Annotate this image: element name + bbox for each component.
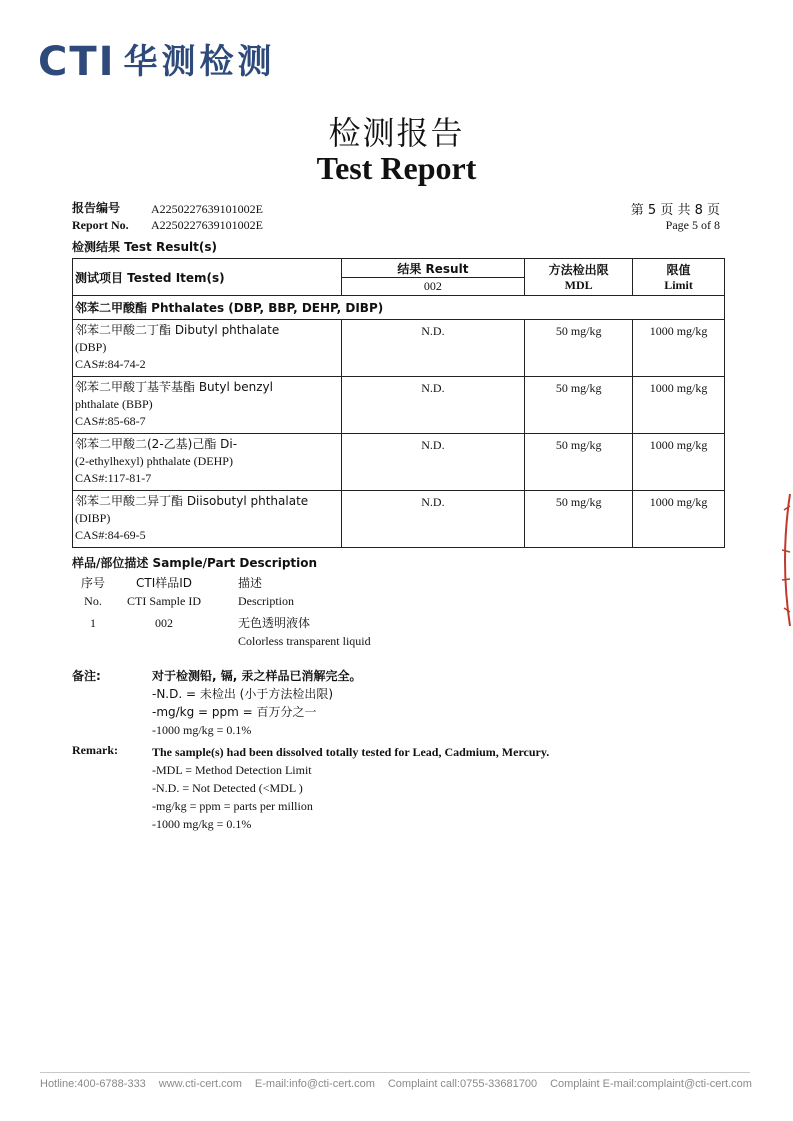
mdl-cell: 50 mg/kg: [525, 491, 633, 548]
report-no-label-cn: 报告编号: [72, 201, 121, 215]
footer: [40, 1078, 752, 1090]
table-row: [73, 320, 725, 377]
page-number-en: Page 5 of 8: [665, 218, 720, 232]
footer-hotline: Hotline:400-6788-333: [40, 1078, 146, 1090]
table-row: [73, 434, 725, 491]
mdl-cell: 50 mg/kg: [525, 434, 633, 491]
company-logo: [38, 39, 276, 85]
footer-complaint-call: Complaint call:0755-33681700: [387, 1078, 538, 1090]
item-cell: 邻苯二甲酸二异丁酯 Diisobutyl phthalate (DIBP) CAS#:84-69-5: [73, 491, 342, 548]
page-number-cn: 第 5 页 共 8 页: [630, 203, 720, 218]
mdl-cell: 50 mg/kg: [525, 377, 633, 434]
result-cell: N.D.: [341, 491, 525, 548]
logo-brand-cn: 华测检测: [123, 42, 276, 82]
page-title-en: Test Report: [316, 150, 477, 186]
result-cell: N.D.: [341, 320, 525, 377]
section-label-results: 检测结果 Test Result(s): [72, 240, 217, 254]
footer-website[interactable]: www.cti-cert.com: [158, 1078, 242, 1090]
notes-cn: 对于检测铅, 镉, 汞之样品已消解完全。 -N.D. = 未检出 (小于方法检出限) -mg/kg = ppm = 百万分之一 -1000 mg/kg = 0.1%: [152, 669, 362, 737]
table-row: [73, 491, 725, 548]
remark-label-en: Remark:: [72, 743, 118, 757]
report-no-label-en: Report No.: [72, 218, 129, 232]
table-header-row: [73, 259, 725, 278]
sample-col-id: CTI样品ID CTI Sample ID 002: [127, 576, 201, 630]
header-limit: 限值 Limit: [633, 259, 725, 296]
sample-col-no: 序号 No. 1: [80, 576, 105, 630]
limit-cell: 1000 mg/kg: [633, 320, 725, 377]
header-tested-item: 测试项目 Tested Item(s): [73, 259, 342, 296]
footer-complaint-email[interactable]: Complaint E-mail:complaint@cti-cert.com: [550, 1078, 752, 1090]
notes-en: The sample(s) had been dissolved totally tested for Lead, Cadmium, Mercury. -MDL = Method Detection Limit -N.D. = Not Detected (<MDL ) -mg/kg = ppm = parts per million -1000 mg/kg = 0.1%: [152, 745, 550, 831]
item-cell: 邻苯二甲酸二(2-乙基)己酯 Di- (2-ethylhexyl) phthalate (DEHP) CAS#:117-81-7: [73, 434, 342, 491]
report-no-value-2: A2250227639101002E: [151, 218, 263, 232]
header-result: 结果 Result: [341, 259, 525, 278]
result-cell: N.D.: [341, 434, 525, 491]
limit-cell: 1000 mg/kg: [633, 434, 725, 491]
footer-email[interactable]: E-mail:info@cti-cert.com: [254, 1078, 375, 1090]
report-no-value-1: A2250227639101002E: [151, 202, 263, 216]
results-table: [72, 258, 725, 548]
sample-description-title: 样品/部位描述 Sample/Part Description: [72, 556, 318, 570]
notes-label-cn: 备注:: [72, 669, 101, 683]
limit-cell: 1000 mg/kg: [633, 377, 725, 434]
item-cell: 邻苯二甲酸二丁酯 Dibutyl phthalate (DBP) CAS#:84-74-2: [73, 320, 342, 377]
item-cell: 邻苯二甲酸丁基苄基酯 Butyl benzyl phthalate (BBP) CAS#:85-68-7: [73, 377, 342, 434]
footer-divider: [40, 1072, 750, 1073]
mdl-cell: 50 mg/kg: [525, 320, 633, 377]
result-cell: N.D.: [341, 377, 525, 434]
header-mdl: 方法检出限 MDL: [525, 259, 633, 296]
page-title-cn: 检测报告: [328, 114, 465, 152]
table-row: [73, 377, 725, 434]
category-row: 邻苯二甲酸酯 Phthalates (DBP, BBP, DEHP, DIBP): [73, 296, 725, 320]
seal-stamp-icon: [772, 490, 793, 630]
logo-brand: CTI: [38, 39, 116, 85]
sample-col-description: 描述 Description 无色透明液体 Colorless transparent liquid: [238, 576, 371, 648]
header-result-sample: 002: [341, 278, 525, 296]
limit-cell: 1000 mg/kg: [633, 491, 725, 548]
